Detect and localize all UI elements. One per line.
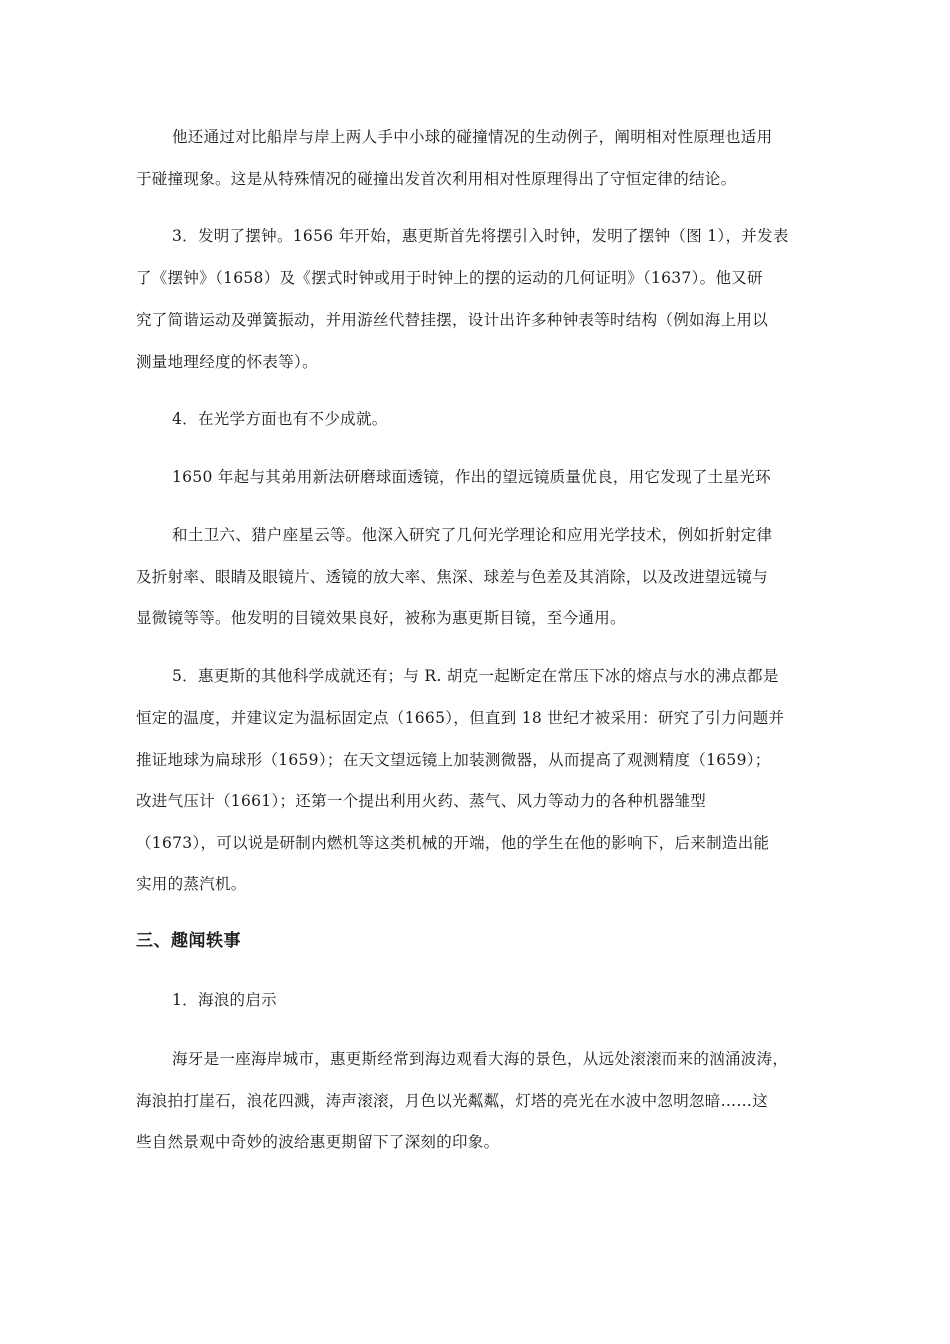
- paragraph-line: 于碰撞现象。这是从特殊情况的碰撞出发首次利用相对性原理得出了守恒定律的结论。: [136, 170, 737, 188]
- list-item-title: 4．在光学方面也有不少成就。: [172, 410, 388, 428]
- paragraph-line: 恒定的温度，并建议定为温标固定点（1665），但直到 18 世纪才被采用：研究了引力问题并: [136, 709, 785, 727]
- paragraph-line: 1650 年起与其弟用新法研磨球面透镜，作出的望远镜质量优良，用它发现了土星光环: [172, 468, 771, 486]
- paragraph-line: 实用的蒸汽机。: [136, 875, 247, 893]
- paragraph-line: 究了简谐运动及弹簧振动，并用游丝代替挂摆，设计出许多种钟表等时结构（例如海上用以: [136, 311, 769, 329]
- paragraph-line: 3．发明了摆钟。1656 年开始，惠更斯首先将摆引入时钟，发明了摆钟（图 1），并发表: [172, 227, 789, 245]
- paragraph-line: 及折射率、眼睛及眼镜片、透镜的放大率、焦深、球差与色差及其消除，以及改进望远镜与: [136, 568, 769, 586]
- paragraph-line: 海牙是一座海岸城市，惠更斯经常到海边观看大海的景色，从远处滚滚而来的汹涌波涛，: [172, 1050, 789, 1068]
- paragraph-line: 海浪拍打崖石，浪花四溅，涛声滚滚，月色以光粼粼，灯塔的亮光在水波中忽明忽暗……这: [136, 1092, 769, 1110]
- paragraph-line: 推证地球为扁球形（1659）；在天文望远镜上加装测微器，从而提高了观测精度（1659）；: [136, 751, 771, 769]
- paragraph-line: 显微镜等等。他发明的目镜效果良好，被称为惠更斯目镜，至今通用。: [136, 609, 626, 627]
- paragraph-line: 他还通过对比船岸与岸上两人手中小球的碰撞情况的生动例子，阐明相对性原理也适用: [172, 128, 773, 146]
- list-item-title: 1．海浪的启示: [172, 991, 277, 1009]
- paragraph-line: 和土卫六、猎户座星云等。他深入研究了几何光学理论和应用光学技术，例如折射定律: [172, 526, 773, 544]
- paragraph-line: 了《摆钟》（1658）及《摆式时钟或用于时钟上的摆的运动的几何证明》（1637）。他又研: [136, 269, 763, 287]
- paragraph-line: 5．惠更斯的其他科学成就还有；与 R. 胡克一起断定在常压下冰的熔点与水的沸点都是: [172, 667, 779, 685]
- paragraph-line: 改进气压计（1661）；还第一个提出利用火药、蒸气、风力等动力的各种机器雏型: [136, 792, 707, 810]
- paragraph-line: 些自然景观中奇妙的波给惠更期留下了深刻的印象。: [136, 1133, 500, 1151]
- section-heading: 三、趣闻轶事: [136, 931, 241, 951]
- paragraph-line: （1673），可以说是研制内燃机等这类机械的开端，他的学生在他的影响下，后来制造出能: [136, 834, 770, 852]
- paragraph-line: 测量地理经度的怀表等）。: [136, 353, 318, 371]
